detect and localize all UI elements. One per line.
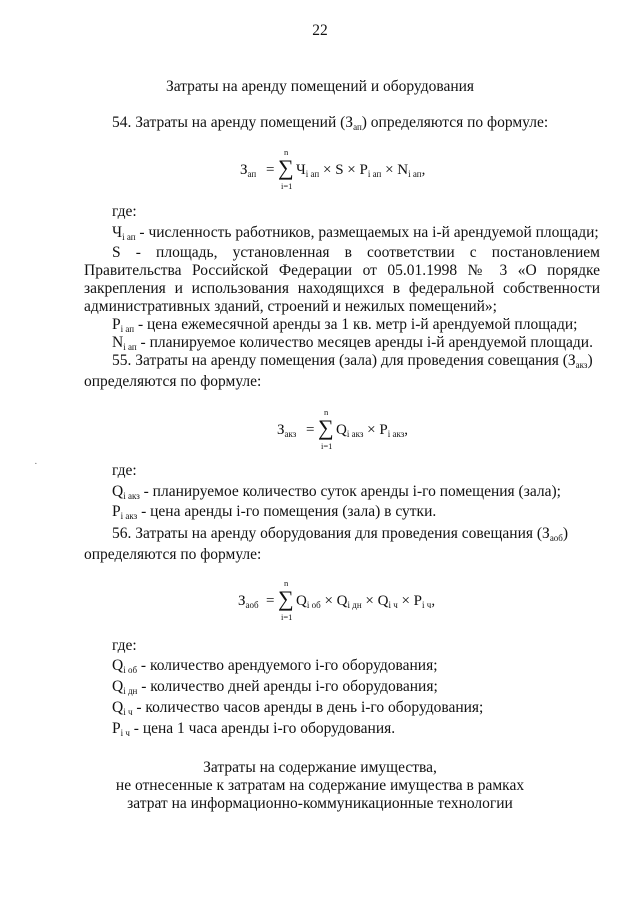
f54-term1: $Ч_{i ап}$ (296, 162, 320, 179)
def-p-ch: $P_{i ч}$ - цена 1 часа аренды i-го оборудования. (112, 720, 396, 738)
f55-equals: = (306, 422, 315, 438)
where-label-3: где: (112, 637, 137, 654)
f55-sum-sign: ∑ (318, 415, 334, 440)
section-title: Затраты на аренду помещений и оборудования (165, 78, 475, 95)
paragraph-55-line1: 55. Затраты на аренду помещения (зала) для проведения совещания $(З_{акз})$ (112, 352, 593, 370)
f56-sum-sign: ∑ (278, 586, 294, 611)
def-p-akz: $P_{i акз}$ - цена аренды i-го помещения (зала) в сутки. (112, 503, 437, 521)
f55-sum-upper: n (324, 407, 329, 417)
def-s-line2: Правительства Российской Федерации от 05.01.1998 № 3 «О порядке (84, 262, 600, 279)
f54-equals: = (266, 162, 275, 178)
f55-lhs: $З_{акз}$ (277, 422, 297, 439)
p54-tail: ) определяются по формуле: (361, 114, 549, 131)
f54-lhs: $З_{ап}$ (240, 162, 257, 179)
f55-sum-lower: i=1 (321, 441, 333, 451)
paragraph-56-line2: определяются по формуле: (84, 546, 262, 563)
f56-sum-lower: i=1 (281, 612, 293, 622)
p54-lead: 54. Затраты на аренду помещений (З (112, 114, 354, 131)
footer-heading-line3: затрат на информационно-коммуникационные технологии (127, 795, 513, 812)
def-n-ap: $N_{i ап}$ - планируемое количество месяцев аренды i-й арендуемой площади. (112, 334, 593, 352)
def-q-akz: $Q_{i акз}$ - планируемое количество суток аренды i-го помещения (зала); (112, 483, 561, 501)
def-ch-ap: $Ч_{i ап}$ - численность работников, размещаемых на i-й арендуемой площади; (112, 224, 599, 242)
f54-sum-sign: ∑ (278, 155, 294, 180)
where-label-2: где: (112, 462, 137, 479)
f56-sum-upper: n (284, 578, 289, 588)
footer-heading-line2: не отнесенные к затратам на содержание имущества в рамках (115, 777, 525, 794)
where-label-1: где: (112, 203, 137, 220)
paragraph-55-line2: определяются по формуле: (84, 373, 262, 390)
footer-heading-line1: Затраты на содержание имущества, (203, 759, 437, 776)
f55-terms: $Q_{i акз} \times P_{i акз}$, (336, 422, 409, 439)
def-s-line3: закрепления и использования находящихся в федеральной собственности (84, 280, 600, 297)
f56-terms: $Q_{i об} \times Q_{i дн} \times Q_{i ч} \times P_{i ч}$, (296, 593, 436, 610)
def-s-line4: административных зданий, строений и нежилых помещений»; (84, 298, 497, 315)
f54-sum-lower: i=1 (281, 181, 293, 191)
f56-equals: = (266, 593, 275, 609)
def-q-dn: $Q_{i дн}$ - количество дней аренды i-го оборудования; (112, 678, 438, 696)
def-p-ap: $P_{i ап}$ - цена ежемесячной аренды за 1 кв. метр i-й арендуемой площади; (112, 316, 578, 334)
def-q-ob: $Q_{i об}$ - количество арендуемого i-го оборудования; (112, 657, 438, 675)
def-q-ch: $Q_{i ч}$ - количество часов аренды в день i-го оборудования; (112, 699, 484, 717)
f56-lhs: $З_{аоб}$ (238, 593, 259, 610)
page-number: 22 (312, 22, 328, 39)
scan-mark: · (34, 458, 38, 470)
f54-ops: × $S \times P_{i ап} \times N_{i ап}$, (323, 162, 426, 179)
paragraph-56-line1: 56. Затраты на аренду оборудования для проведения совещания $(З_{аоб})$ (112, 525, 569, 543)
f54-sum-upper: n (284, 147, 289, 157)
paragraph-54 (112, 114, 548, 132)
def-s-line1: S - площадь, установленная в соответствии с постановлением (112, 244, 600, 261)
p54-lead-sub: ап (353, 122, 362, 132)
